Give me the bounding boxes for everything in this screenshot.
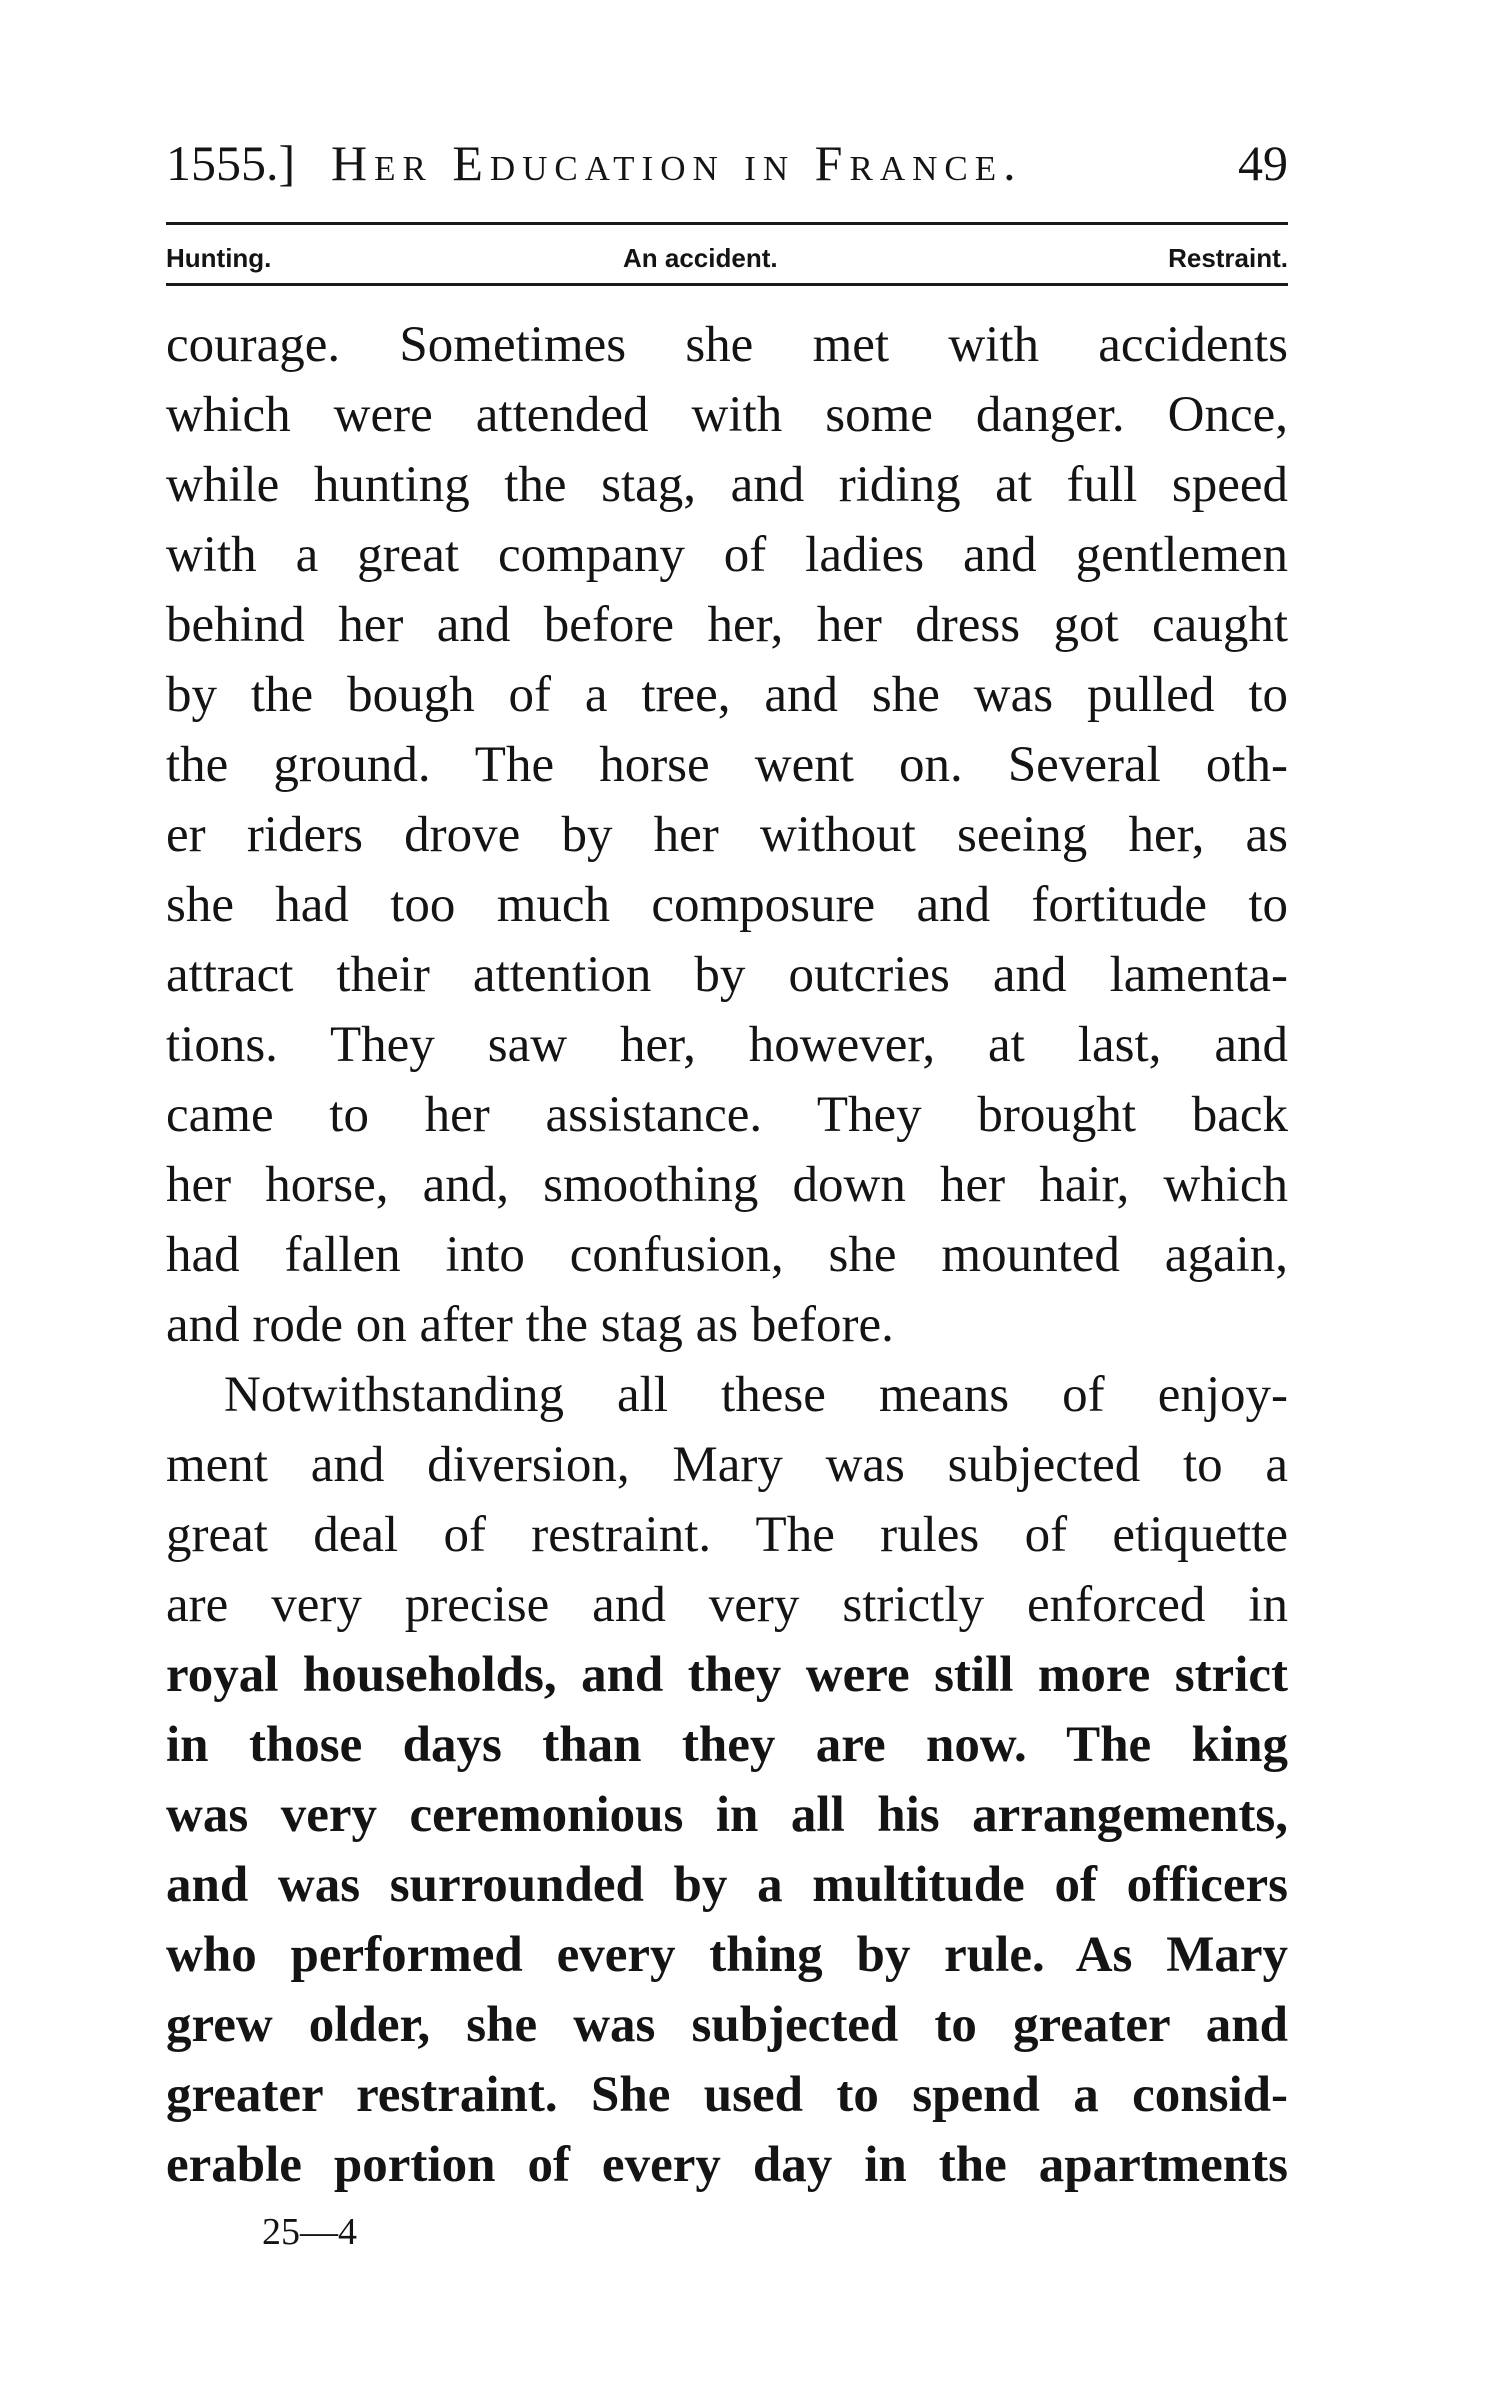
page-number: 49 <box>1238 135 1288 191</box>
header-rule-top <box>166 222 1288 225</box>
text-line: came to her assistance. They brought back <box>166 1087 1288 1143</box>
text-line: had fallen into confusion, she mounted again, <box>166 1227 1288 1283</box>
text-line: with a great company of ladies and gentlemen <box>166 527 1288 583</box>
text-line: the ground. The horse went on. Several oth- <box>166 737 1288 793</box>
printer-signature: 25—4 <box>262 2211 357 2253</box>
text-line: she had too much composure and fortitude to <box>166 877 1288 933</box>
header-rule-bottom <box>166 283 1288 286</box>
subhead-restraint: Restraint. <box>1168 243 1288 273</box>
text-line: and rode on after the stag as before. <box>166 1297 894 1353</box>
text-line: erable portion of every day in the apartments <box>166 2137 1288 2193</box>
text-line: are very precise and very strictly enforced in <box>166 1577 1288 1633</box>
header-title: Her Education in France. <box>331 135 1023 191</box>
subhead-accident: An accident. <box>623 243 778 273</box>
text-line: er riders drove by her without seeing her, as <box>166 807 1288 863</box>
text-line: by the bough of a tree, and she was pulled to <box>166 667 1288 723</box>
text-line: ment and diversion, Mary was subjected to a <box>166 1437 1288 1493</box>
running-head <box>166 128 1288 198</box>
text-line: grew older, she was subjected to greater and <box>166 1997 1288 2053</box>
text-line: Notwithstanding all these means of enjoy- <box>224 1367 1288 1423</box>
text-line: great deal of restraint. The rules of etiquette <box>166 1507 1288 1563</box>
body-text <box>166 310 1288 2200</box>
header-year: 1555.] <box>166 135 296 191</box>
text-line: and was surrounded by a multitude of officers <box>166 1857 1288 1913</box>
text-line: behind her and before her, her dress got caught <box>166 597 1288 653</box>
text-line: her horse, and, smoothing down her hair, which <box>166 1157 1288 1213</box>
text-line: greater restraint. She used to spend a consid- <box>166 2067 1288 2123</box>
text-line: which were attended with some danger. Once, <box>166 387 1288 443</box>
text-line: while hunting the stag, and riding at full speed <box>166 457 1288 513</box>
text-line: was very ceremonious in all his arrangements, <box>166 1787 1288 1843</box>
subhead-hunting: Hunting. <box>166 243 272 273</box>
text-line: royal households, and they were still more strict <box>166 1647 1288 1703</box>
text-line: courage. Sometimes she met with accidents <box>166 317 1288 373</box>
text-line: who performed every thing by rule. As Mary <box>166 1927 1288 1983</box>
text-line: attract their attention by outcries and lamenta- <box>166 947 1288 1003</box>
text-line: in those days than they are now. The king <box>166 1717 1288 1773</box>
topic-subheads <box>166 236 1288 280</box>
text-line: tions. They saw her, however, at last, and <box>166 1017 1288 1073</box>
